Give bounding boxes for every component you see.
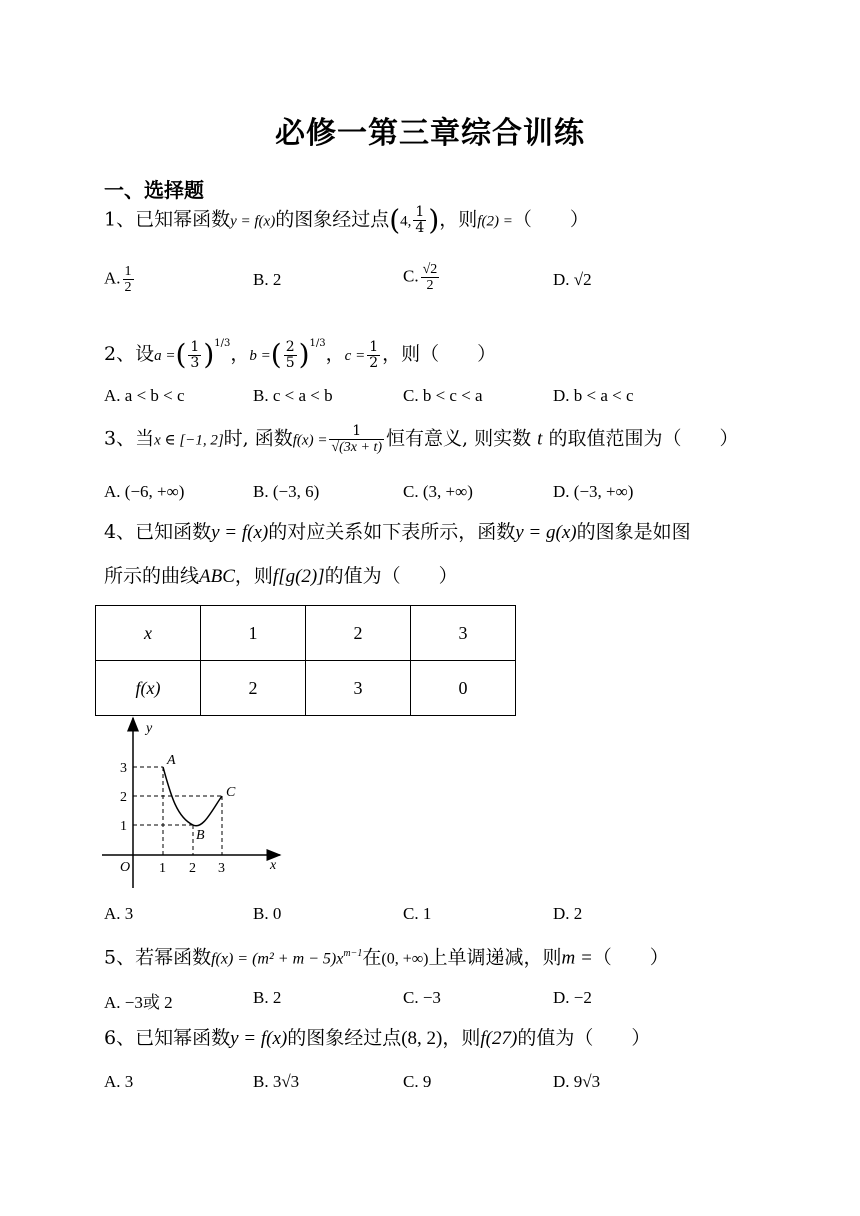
x-axis-label: x xyxy=(270,858,277,873)
origin-label: O xyxy=(120,860,131,875)
q6-tail: 的值为（ ） xyxy=(517,1027,651,1049)
table-cell: x xyxy=(96,606,201,661)
q2-a-exp: 1/3 xyxy=(214,338,231,349)
paren-right: ) xyxy=(203,338,215,371)
table-cell: 3 xyxy=(411,606,516,661)
q3-option-c: C. (3, +∞) xyxy=(403,482,473,501)
q6-point: (8, 2) xyxy=(401,1028,443,1049)
q1-option-c-den: 2 xyxy=(426,278,434,293)
q2-post: ，则（ ） xyxy=(382,343,497,365)
q4-graph xyxy=(98,712,288,892)
x-tick-2: 2 xyxy=(189,861,196,876)
q3-mid: 时, 函数 xyxy=(223,427,293,450)
q6-option-c: C. 9 xyxy=(403,1072,432,1091)
q3-tail: 的取值范围为（ ） xyxy=(548,427,739,450)
table-row xyxy=(96,661,516,716)
q4-option-a: A. 3 xyxy=(104,904,134,923)
q2-b-lhs: b = xyxy=(249,348,271,364)
table-cell: 0 xyxy=(411,661,516,716)
q4-option-d: D. 2 xyxy=(553,904,583,923)
q1-point-a: 4, xyxy=(400,213,412,230)
q4-line2-post: 的值为（ ） xyxy=(324,565,458,587)
y-tick-2: 2 xyxy=(120,790,127,805)
table-cell: 3 xyxy=(306,661,411,716)
page-title: 必修一第三章综合训练 xyxy=(275,116,585,151)
q1-paren: （ ） xyxy=(512,208,589,231)
q5-mid: 在 xyxy=(362,946,382,969)
question-4-line2 xyxy=(104,562,458,591)
q1-point-den: 4 xyxy=(415,220,425,236)
q4-line1-mid: 的对应关系如下表所示，函数 xyxy=(268,521,516,543)
q1-option-a-label: A. xyxy=(104,268,121,288)
q6-option-a: A. 3 xyxy=(104,1072,134,1091)
x-tick-1: 1 xyxy=(159,861,166,876)
q2-c-den: 2 xyxy=(369,354,379,371)
q5-option-b: B. 2 xyxy=(253,988,282,1007)
q1-option-a xyxy=(104,264,136,295)
q5-expr: f(x) = (m² + m − 5)x xyxy=(211,950,344,968)
q6-pre: 6、已知幂函数 xyxy=(104,1027,231,1049)
q5-pre: 5、若幂函数 xyxy=(104,946,212,969)
q5-exp: m−1 xyxy=(343,948,363,959)
q2-sep1: ， xyxy=(230,343,250,365)
question-2 xyxy=(104,330,496,371)
q4-line1-g: y = g(x) xyxy=(515,522,577,543)
q6-mid: 的图象经过点 xyxy=(287,1027,402,1049)
q5-option-d: D. −2 xyxy=(553,988,592,1007)
q4-line1-post: 的图象是如图 xyxy=(576,521,691,543)
q3-pre: 3、当 xyxy=(104,427,155,450)
table-cell: f(x) xyxy=(96,661,201,716)
q4-line2-abc: ABC xyxy=(199,566,235,587)
q2-option-a: A. a < b < c xyxy=(104,386,185,405)
q3-fx: f(x) = xyxy=(292,432,328,449)
q3-t: t xyxy=(537,428,543,450)
q3-option-a: A. (−6, +∞) xyxy=(104,482,185,501)
q3-frac-num: 1 xyxy=(329,424,384,440)
q5-ask: m = xyxy=(561,947,593,969)
paren-left: ( xyxy=(389,203,401,237)
paren-right: ) xyxy=(298,338,310,371)
q4-line2-pre: 所示的曲线 xyxy=(104,565,200,587)
q6-option-b: B. 3√3 xyxy=(253,1072,300,1091)
q5-paren: （ ） xyxy=(592,946,669,969)
point-a-label: A xyxy=(167,753,176,768)
q6-post: ，则 xyxy=(442,1027,481,1049)
question-4-line1 xyxy=(104,518,691,547)
q1-option-d: D. √2 xyxy=(553,270,592,289)
q2-a-num: 1 xyxy=(190,338,200,355)
point-c-label: C xyxy=(226,785,236,800)
q3-option-d: D. (−3, +∞) xyxy=(553,482,634,501)
q1-option-c xyxy=(403,262,441,293)
q4-option-b: B. 0 xyxy=(253,904,282,923)
q5-post: 上单调递减，则 xyxy=(428,946,562,969)
q2-b-num: 2 xyxy=(285,338,295,355)
q4-line1-pre: 4、已知函数 xyxy=(104,521,212,543)
q4-line2-mid: ，则 xyxy=(234,565,273,587)
q4-option-c: C. 1 xyxy=(403,904,432,923)
q4-table xyxy=(95,605,516,716)
q1-option-c-num: √2 xyxy=(422,262,438,277)
q2-c-lhs: c = xyxy=(344,348,366,364)
point-b-label: B xyxy=(196,828,205,843)
q1-option-a-num: 1 xyxy=(124,264,132,279)
q1-ask: f(2) = xyxy=(477,213,513,230)
table-row xyxy=(96,606,516,661)
y-tick-1: 1 xyxy=(120,819,127,834)
guide-lines xyxy=(133,767,222,855)
q1-expr: y = f(x) xyxy=(230,213,276,230)
q2-sep2: ， xyxy=(325,343,345,365)
x-tick-3: 3 xyxy=(218,861,225,876)
question-1 xyxy=(104,205,589,236)
q3-post: 恒有意义, 则实数 xyxy=(386,427,532,450)
q2-b-den: 5 xyxy=(285,354,295,371)
question-6 xyxy=(104,1024,650,1053)
q6-expr: y = f(x) xyxy=(230,1028,288,1049)
q2-a-den: 3 xyxy=(190,354,200,371)
q1-post: ，则 xyxy=(439,208,478,231)
table-cell: 2 xyxy=(306,606,411,661)
q3-cond: x ∈ [−1, 2] xyxy=(154,432,224,449)
q2-b-exp: 1/3 xyxy=(309,338,326,349)
paren-right: ) xyxy=(428,203,440,237)
q1-option-b: B. 2 xyxy=(253,270,282,289)
paren-left: ( xyxy=(270,338,282,371)
q1-point-frac xyxy=(413,205,426,236)
question-3 xyxy=(104,424,738,455)
y-tick-3: 3 xyxy=(120,761,127,776)
q2-a-frac xyxy=(188,340,201,371)
q2-option-b: B. c < a < b xyxy=(253,386,333,405)
q2-a-lhs: a = xyxy=(154,348,176,364)
q2-option-c: C. b < c < a xyxy=(403,386,483,405)
q2-c-frac xyxy=(367,340,380,371)
q5-interval: (0, +∞) xyxy=(381,950,429,968)
q1-option-a-den: 2 xyxy=(124,280,132,295)
q2-c-num: 1 xyxy=(369,338,379,355)
q6-option-d: D. 9√3 xyxy=(553,1072,601,1091)
q6-ask: f(27) xyxy=(480,1028,518,1049)
q1-pre: 1、已知幂函数 xyxy=(104,208,231,231)
y-axis-label: y xyxy=(146,721,153,736)
q3-option-b: B. (−3, 6) xyxy=(253,482,320,501)
table-cell: 2 xyxy=(201,661,306,716)
table-cell: 1 xyxy=(201,606,306,661)
q4-line1-f: y = f(x) xyxy=(211,522,269,543)
q1-point-num: 1 xyxy=(415,204,425,220)
q2-pre: 2、设 xyxy=(104,343,155,365)
section-heading: 一、选择题 xyxy=(104,178,204,202)
q5-option-a: A. −3或 2 xyxy=(104,993,173,1012)
q1-option-c-label: C. xyxy=(403,266,419,286)
q2-option-d: D. b < a < c xyxy=(553,386,634,405)
q1-mid: 的图象经过点 xyxy=(275,208,390,231)
q3-frac-den: √(3x + t) xyxy=(331,440,382,455)
q1-option-a-frac xyxy=(123,264,134,295)
paren-left: ( xyxy=(175,338,187,371)
question-5 xyxy=(104,940,669,973)
q1-option-c-frac xyxy=(421,262,440,293)
q4-line2-expr: f[g(2)] xyxy=(272,566,325,587)
q3-frac xyxy=(329,424,384,455)
q5-option-c: C. −3 xyxy=(403,988,441,1007)
q2-b-frac xyxy=(284,340,297,371)
